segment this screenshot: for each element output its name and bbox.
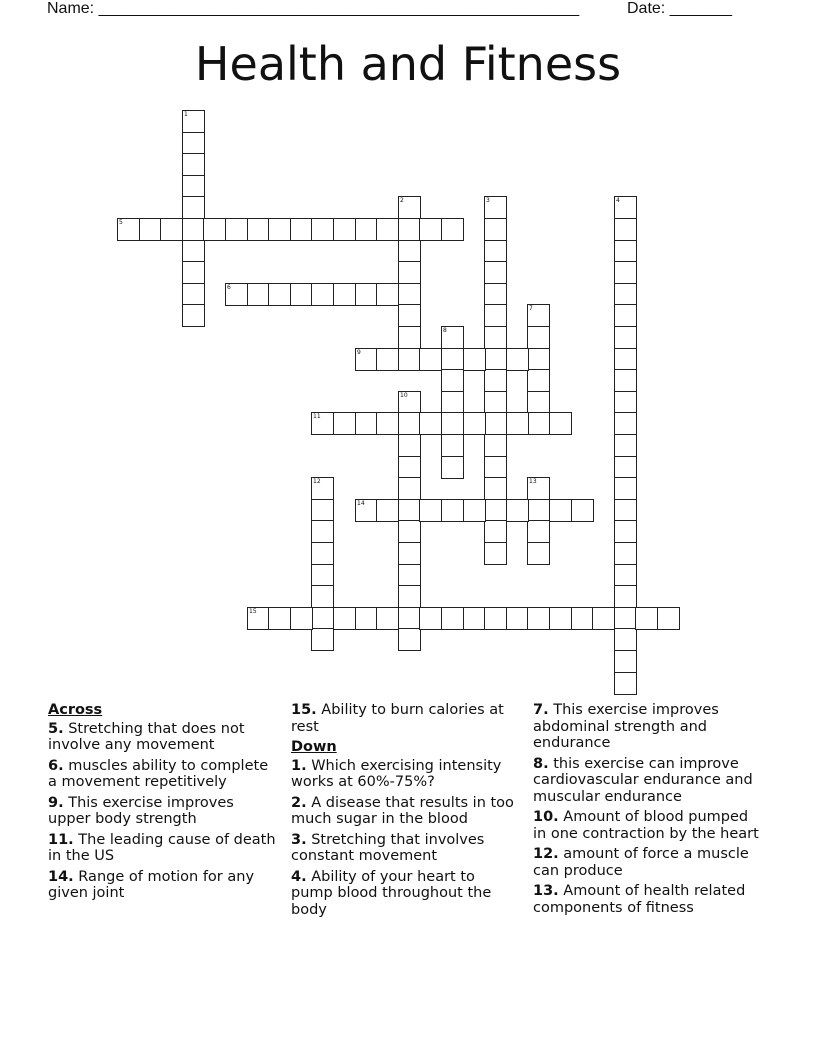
crossword-cell[interactable] (290, 283, 313, 306)
crossword-cell[interactable] (376, 499, 399, 522)
clue-number-label: 4 (616, 197, 620, 204)
crossword-cell[interactable] (398, 628, 421, 651)
crossword-cell[interactable] (614, 391, 637, 414)
crossword-cell[interactable] (441, 412, 464, 435)
crossword-cell[interactable] (614, 304, 637, 327)
crossword-cell[interactable] (225, 218, 248, 241)
crossword-cell[interactable] (441, 499, 464, 522)
crossword-cell[interactable] (376, 412, 399, 435)
crossword-cell[interactable] (268, 218, 291, 241)
crossword-cell[interactable] (484, 218, 507, 241)
crossword-cell[interactable] (311, 628, 334, 651)
clue-number: 5. (48, 720, 64, 737)
crossword-cell[interactable] (614, 434, 637, 457)
crossword-cell[interactable] (463, 499, 486, 522)
crossword-cell[interactable] (506, 412, 529, 435)
crossword-cell[interactable] (333, 283, 356, 306)
crossword-cell[interactable] (506, 348, 529, 371)
crossword-cell[interactable] (398, 456, 421, 479)
crossword-cell[interactable] (484, 196, 507, 219)
crossword-cell[interactable] (614, 283, 637, 306)
crossword-cell[interactable] (398, 434, 421, 457)
crossword-cell[interactable] (311, 607, 334, 630)
crossword-cell[interactable] (527, 477, 550, 500)
clue-number-label: 13 (529, 478, 537, 485)
crossword-cell[interactable] (484, 456, 507, 479)
crossword-cell[interactable] (614, 348, 637, 371)
clues-column-3 (533, 702, 763, 920)
clue-number-label: 3 (486, 197, 490, 204)
crossword-cell[interactable] (376, 218, 399, 241)
crossword-cell[interactable] (398, 477, 421, 500)
crossword-cell[interactable] (333, 607, 356, 630)
clue-down-10 (533, 809, 763, 842)
crossword-cell[interactable] (398, 564, 421, 587)
clue-down-2 (291, 795, 521, 828)
crossword-cell[interactable] (311, 283, 334, 306)
date-line[interactable]: _______ (669, 0, 732, 17)
crossword-cell[interactable] (398, 520, 421, 543)
crossword-cell[interactable] (182, 218, 205, 241)
crossword-cell[interactable] (549, 607, 572, 630)
crossword-cell[interactable] (182, 240, 205, 263)
crossword-cell[interactable] (182, 153, 205, 176)
clue-number: 14. (48, 868, 74, 885)
across-heading: Across (48, 702, 103, 718)
crossword-cell[interactable] (225, 283, 248, 306)
clue-number: 12. (533, 846, 559, 862)
crossword-cell[interactable] (376, 607, 399, 630)
crossword-cell[interactable] (484, 261, 507, 284)
crossword-cell[interactable] (247, 218, 270, 241)
crossword-cell[interactable] (571, 499, 594, 522)
clue-number: 15. (291, 702, 317, 718)
crossword-cell[interactable] (484, 477, 507, 500)
crossword-cell[interactable] (268, 607, 291, 630)
crossword-cell[interactable] (484, 326, 507, 349)
crossword-cell[interactable] (311, 499, 334, 522)
crossword-cell[interactable] (484, 283, 507, 306)
crossword-cell[interactable] (376, 348, 399, 371)
crossword-cell[interactable] (614, 520, 637, 543)
clue-number: 4. (291, 868, 307, 885)
crossword-cell[interactable] (527, 304, 550, 327)
crossword-cell[interactable] (139, 218, 162, 241)
crossword-cell[interactable] (614, 369, 637, 392)
crossword-cell[interactable] (182, 175, 205, 198)
clue-down-8 (533, 756, 763, 806)
crossword-cell[interactable] (355, 218, 378, 241)
crossword-cell[interactable] (506, 499, 529, 522)
crossword-cell[interactable] (441, 369, 464, 392)
crossword-cell[interactable] (290, 218, 313, 241)
crossword-cell[interactable] (376, 283, 399, 306)
crossword-cell[interactable] (333, 412, 356, 435)
clue-number-label: 2 (400, 197, 404, 204)
clue-number: 13. (533, 883, 559, 899)
clue-number-label: 1 (184, 111, 188, 118)
crossword-cell[interactable] (614, 326, 637, 349)
clue-text: Ability to burn calories at rest (291, 702, 504, 735)
name-label: Name: (47, 0, 95, 17)
clues-column-1 (48, 702, 278, 906)
crossword-cell[interactable] (355, 348, 378, 371)
crossword-cell[interactable] (614, 240, 637, 263)
crossword-cell[interactable] (441, 434, 464, 457)
crossword-cell[interactable] (484, 542, 507, 565)
crossword-cell[interactable] (484, 369, 507, 392)
crossword-cell[interactable] (398, 607, 421, 630)
clue-text: muscles ability to complete a movement repetitively (48, 757, 269, 790)
clue-number: 6. (48, 757, 64, 774)
clue-number-label: 10 (400, 392, 408, 399)
crossword-cell[interactable] (419, 218, 442, 241)
crossword-cell[interactable] (398, 218, 421, 241)
crossword-cell[interactable] (311, 412, 334, 435)
clue-down-4 (291, 869, 521, 919)
clue-across-15 (291, 702, 521, 735)
crossword-cell[interactable] (182, 196, 205, 219)
crossword-cell[interactable] (527, 391, 550, 414)
clue-down-13 (533, 883, 763, 916)
crossword-cell[interactable] (247, 283, 270, 306)
crossword-cell[interactable] (614, 564, 637, 587)
crossword-cell[interactable] (398, 283, 421, 306)
crossword-cell[interactable] (203, 218, 226, 241)
clue-number-label: 6 (227, 284, 231, 291)
crossword-cell[interactable] (311, 218, 334, 241)
clue-number-label: 12 (313, 478, 321, 485)
crossword-cell[interactable] (657, 607, 680, 630)
crossword-cell[interactable] (549, 412, 572, 435)
crossword-cell[interactable] (182, 132, 205, 155)
crossword-cell[interactable] (355, 607, 378, 630)
crossword-cell[interactable] (311, 585, 334, 608)
down-heading: Down (291, 739, 337, 755)
clue-number-label: 9 (357, 349, 361, 356)
crossword-cell[interactable] (398, 499, 421, 522)
clue-down-1 (291, 758, 521, 791)
clue-text: This exercise improves upper body strength (48, 794, 234, 827)
crossword-cell[interactable] (182, 110, 205, 133)
crossword-cell[interactable] (355, 499, 378, 522)
crossword-cell[interactable] (441, 326, 464, 349)
crossword-cell[interactable] (614, 499, 637, 522)
crossword-cell[interactable] (419, 348, 442, 371)
crossword-cell[interactable] (571, 607, 594, 630)
crossword-cell[interactable] (398, 391, 421, 414)
crossword-cell[interactable] (614, 261, 637, 284)
crossword-cell[interactable] (311, 542, 334, 565)
crossword-cell[interactable] (398, 412, 421, 435)
clue-across-5 (48, 721, 278, 754)
crossword-cell[interactable] (549, 499, 572, 522)
clue-text: A disease that results in too much sugar in the blood (291, 794, 514, 827)
crossword-cell[interactable] (463, 607, 486, 630)
clue-number-label: 15 (249, 608, 257, 615)
crossword-cell[interactable] (614, 650, 637, 673)
clue-number-label: 8 (443, 327, 447, 334)
clue-across-14 (48, 869, 278, 902)
crossword-cell[interactable] (333, 218, 356, 241)
crossword-cell[interactable] (484, 607, 507, 630)
crossword-cell[interactable] (614, 585, 637, 608)
clue-across-9 (48, 795, 278, 828)
crossword-cell[interactable] (527, 499, 550, 522)
crossword-cell[interactable] (182, 304, 205, 327)
crossword-cell[interactable] (527, 326, 550, 349)
clue-down-12 (533, 846, 763, 879)
clue-number-label: 11 (313, 413, 321, 420)
crossword-cell[interactable] (182, 283, 205, 306)
clue-across-6 (48, 758, 278, 791)
crossword-cell[interactable] (484, 391, 507, 414)
clue-number: 10. (533, 809, 559, 825)
crossword-cell[interactable] (398, 542, 421, 565)
clue-text: Ability of your heart to pump blood throughout the body (291, 868, 492, 918)
crossword-cell[interactable] (527, 369, 550, 392)
crossword-cell[interactable] (506, 607, 529, 630)
crossword-cell[interactable] (441, 391, 464, 414)
crossword-cell[interactable] (484, 240, 507, 263)
name-line[interactable]: ______________________________________________________ (98, 0, 580, 17)
crossword-cell[interactable] (614, 218, 637, 241)
crossword-cell[interactable] (419, 412, 442, 435)
crossword-cell[interactable] (355, 283, 378, 306)
crossword-cell[interactable] (527, 607, 550, 630)
clue-text: This exercise improves abdominal strength and endurance (533, 702, 719, 751)
crossword-cell[interactable] (441, 348, 464, 371)
clue-number-label: 7 (529, 305, 533, 312)
crossword-cell[interactable] (614, 477, 637, 500)
crossword-cell[interactable] (463, 412, 486, 435)
crossword-cell[interactable] (614, 456, 637, 479)
crossword-cell[interactable] (614, 607, 637, 630)
crossword-cell[interactable] (398, 348, 421, 371)
crossword-cell[interactable] (614, 412, 637, 435)
clue-number: 3. (291, 831, 307, 848)
clue-number-label: 5 (119, 219, 123, 226)
crossword-cell[interactable] (635, 607, 658, 630)
crossword-cell[interactable] (398, 261, 421, 284)
date-label: Date: (627, 0, 666, 17)
crossword-cell[interactable] (527, 542, 550, 565)
crossword-cell[interactable] (614, 672, 637, 695)
crossword-cell[interactable] (527, 520, 550, 543)
clue-number: 7. (533, 702, 549, 718)
crossword-cell[interactable] (527, 412, 550, 435)
crossword-cell[interactable] (614, 542, 637, 565)
clue-text: Stretching that involves constant movement (291, 831, 485, 864)
crossword-cell[interactable] (311, 477, 334, 500)
crossword-cell[interactable] (441, 218, 464, 241)
clue-text: this exercise can improve cardiovascular endurance and muscular endurance (533, 755, 753, 805)
page-title: Health and Fitness (194, 37, 622, 91)
crossword-cell[interactable] (592, 607, 615, 630)
clue-text: Which exercising intensity works at 60%-75%? (291, 757, 502, 790)
crossword-cell[interactable] (247, 607, 270, 630)
crossword-cell[interactable] (527, 348, 550, 371)
clue-across-11 (48, 832, 278, 865)
clue-text: amount of force a muscle can produce (533, 846, 749, 879)
crossword-cell[interactable] (398, 196, 421, 219)
crossword-cell[interactable] (484, 412, 507, 435)
crossword-cell[interactable] (484, 348, 507, 371)
clues-column-2 (291, 702, 521, 922)
crossword-cell[interactable] (311, 520, 334, 543)
clue-down-7 (533, 702, 763, 752)
clue-text: Amount of health related components of fitness (533, 883, 746, 916)
clue-number: 11. (48, 831, 74, 848)
crossword-cell[interactable] (614, 628, 637, 651)
clue-number: 2. (291, 794, 307, 811)
clue-text: Range of motion for any given joint (48, 868, 255, 901)
crossword-cell[interactable] (441, 607, 464, 630)
clue-down-3 (291, 832, 521, 865)
clue-text: Stretching that does not involve any movement (48, 720, 245, 753)
crossword-cell[interactable] (311, 564, 334, 587)
clue-text: The leading cause of death in the US (48, 831, 276, 864)
crossword-cell[interactable] (419, 499, 442, 522)
crossword-cell[interactable] (355, 412, 378, 435)
clue-text: Amount of blood pumped in one contraction by the heart (533, 809, 759, 842)
clue-number-label: 14 (357, 500, 365, 507)
crossword-cell[interactable] (398, 585, 421, 608)
crossword-cell[interactable] (290, 607, 313, 630)
crossword-cell[interactable] (160, 218, 183, 241)
crossword-cell[interactable] (398, 304, 421, 327)
crossword-cell[interactable] (484, 499, 507, 522)
crossword-cell[interactable] (484, 304, 507, 327)
clue-number: 1. (291, 757, 307, 774)
crossword-cell[interactable] (419, 607, 442, 630)
clue-number: 8. (533, 755, 549, 772)
crossword-cell[interactable] (182, 261, 205, 284)
crossword-cell[interactable] (268, 283, 291, 306)
crossword-cell[interactable] (398, 326, 421, 349)
crossword-cell[interactable] (441, 456, 464, 479)
crossword-cell[interactable] (463, 348, 486, 371)
crossword-cell[interactable] (484, 434, 507, 457)
crossword-cell[interactable] (484, 520, 507, 543)
crossword-cell[interactable] (398, 240, 421, 263)
crossword-cell[interactable] (614, 196, 637, 219)
clue-number: 9. (48, 794, 64, 811)
crossword-cell[interactable] (117, 218, 140, 241)
